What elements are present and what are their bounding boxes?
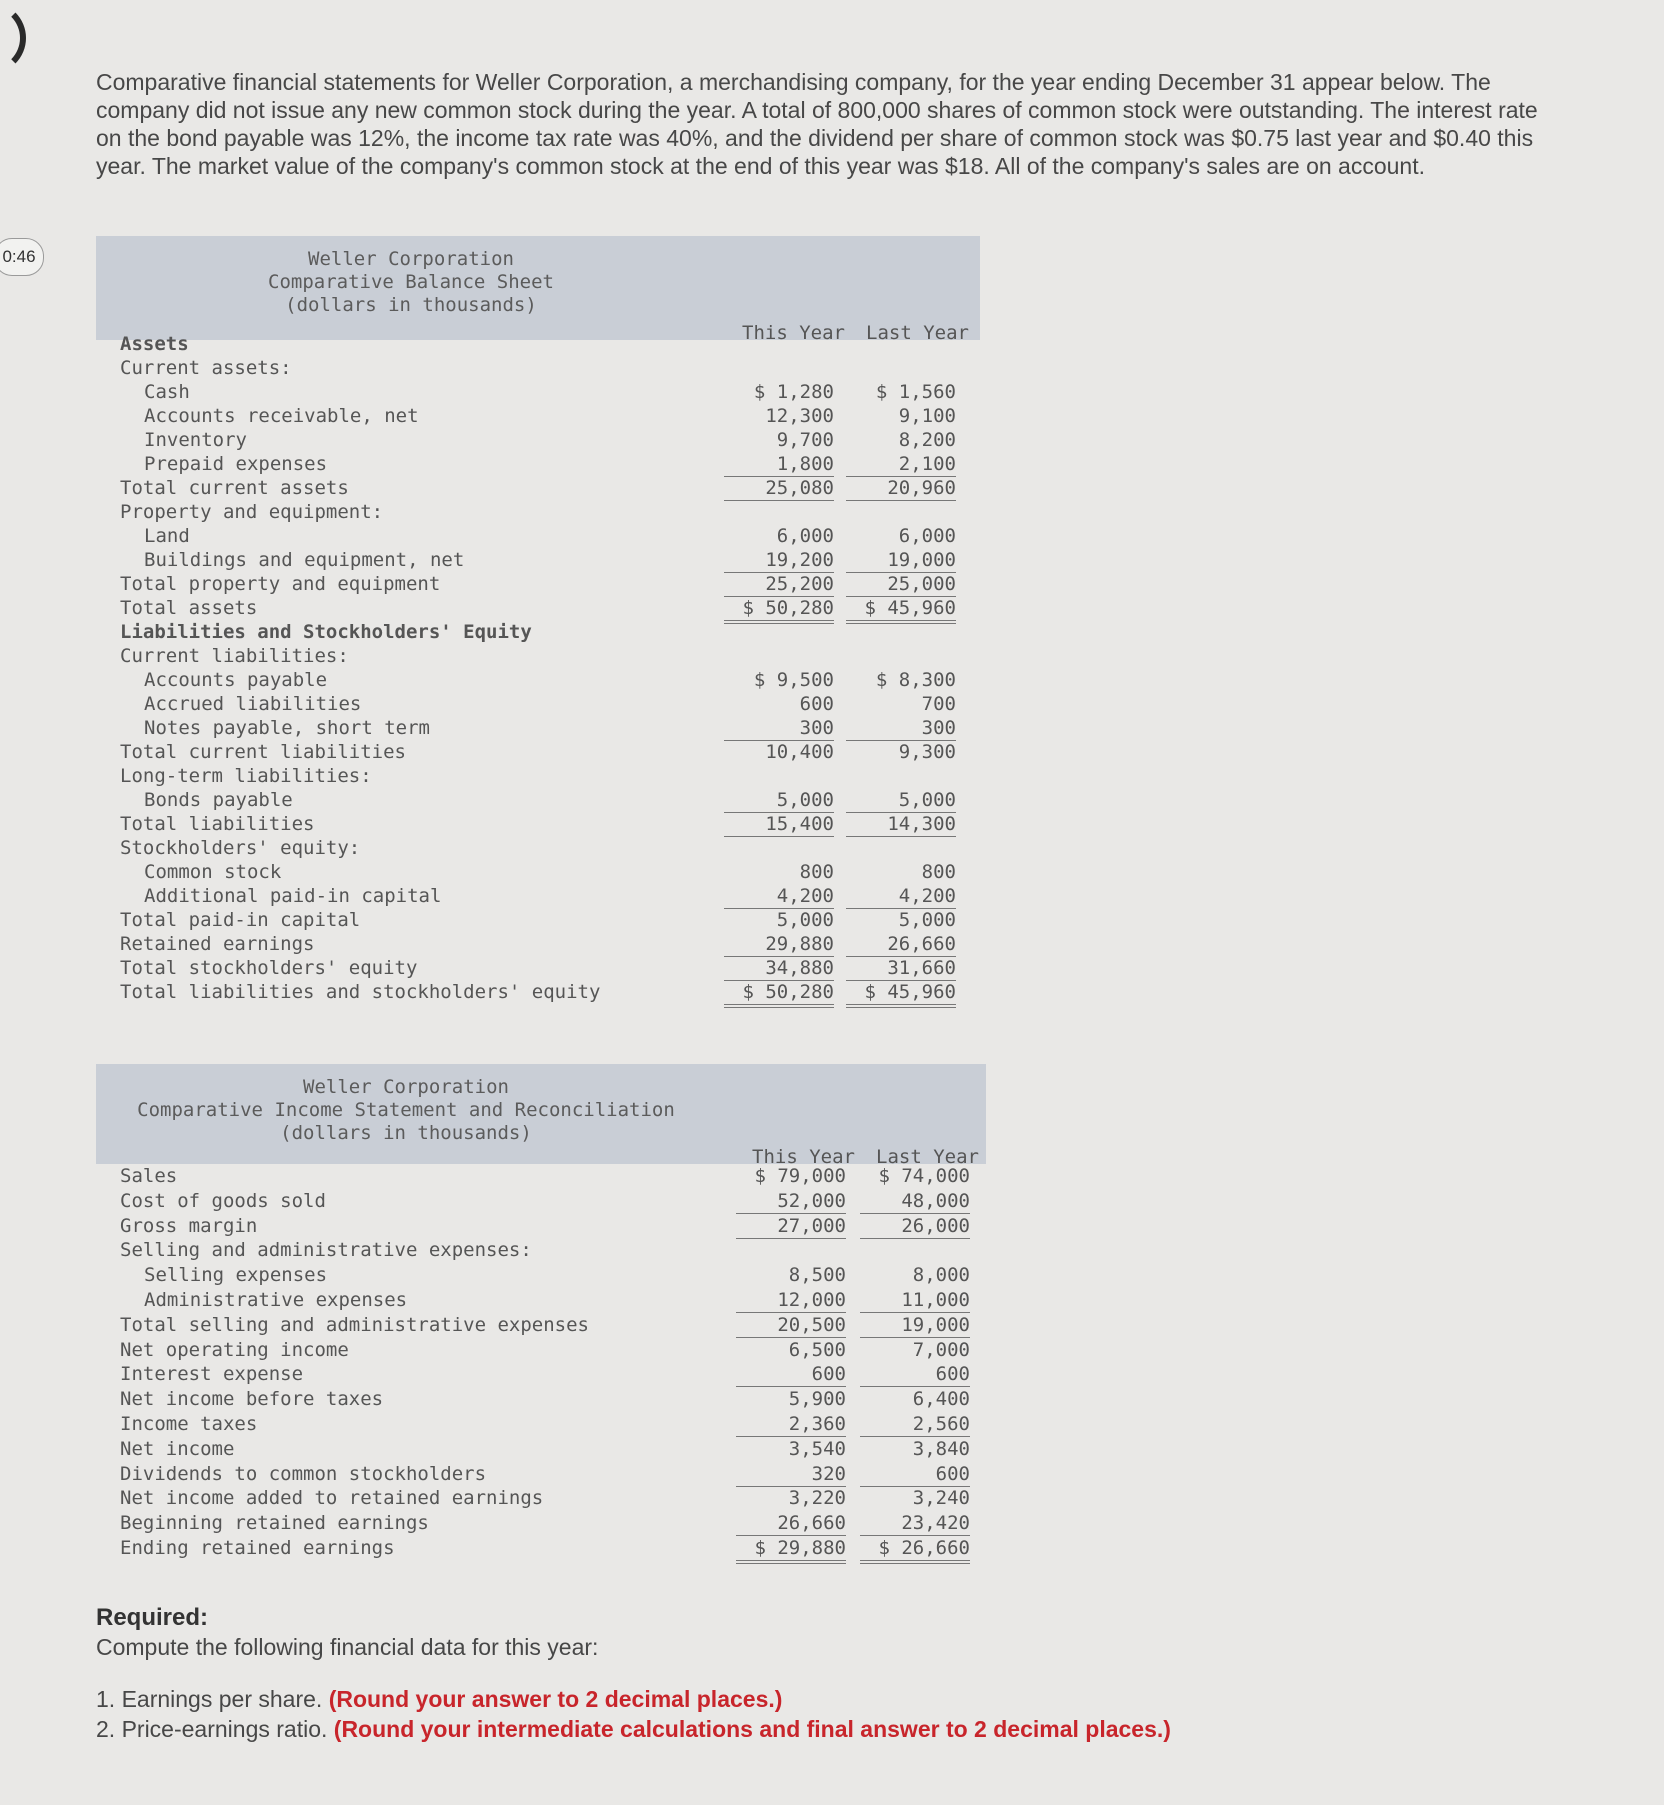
balance-sheet-row-label: Total current liabilities — [120, 741, 406, 763]
balance-sheet-row-label: Total assets — [120, 597, 258, 619]
income-statement-this-year-value: 12,000 — [736, 1288, 846, 1313]
balance-sheet-this-year-value: $ 50,280 — [724, 596, 834, 624]
income-statement-last-year-value: 7,000 — [912, 1338, 970, 1361]
balance-sheet-this-year-value: 5,000 — [724, 788, 834, 813]
balance-sheet-row-label: Total property and equipment — [120, 573, 441, 595]
income-statement-units: (dollars in thousands) — [280, 1122, 532, 1144]
balance-sheet-last-year-value: 19,000 — [846, 548, 956, 573]
balance-sheet-row-label: Retained earnings — [120, 933, 315, 955]
income-statement-last-year-value: $ 74,000 — [878, 1165, 970, 1187]
income-statement-this-year-value: 5,900 — [788, 1388, 846, 1411]
income-statement-last-year-value: 23,420 — [860, 1511, 970, 1536]
income-statement-row-label: Dividends to common stockholders — [120, 1462, 487, 1485]
balance-sheet-last-year-value: 800 — [921, 861, 956, 883]
income-statement-row-label: Net operating income — [120, 1338, 349, 1361]
income-statement-this-year-value: $ 29,880 — [736, 1536, 846, 1564]
income-statement-last-year-value: 6,400 — [912, 1388, 970, 1411]
balance-sheet-last-year-value: 5,000 — [898, 909, 956, 931]
balance-sheet-this-year-value: $ 50,280 — [724, 980, 834, 1008]
balance-sheet-last-year-value: $ 45,960 — [846, 596, 956, 624]
balance-sheet-row-label: Accounts payable — [144, 669, 328, 691]
balance-sheet-this-year-value: 34,880 — [724, 956, 834, 981]
balance-sheet-this-year-value: 10,400 — [765, 741, 834, 763]
income-statement-last-year-value: 19,000 — [860, 1313, 970, 1338]
balance-sheet-this-year-value: 4,200 — [724, 884, 834, 909]
income-statement-last-year-value: 600 — [860, 1462, 970, 1487]
balance-sheet-col-this-year: This Year — [742, 322, 845, 344]
income-statement-col-last-year: Last Year — [876, 1146, 979, 1168]
balance-sheet-last-year-value: $ 8,300 — [875, 669, 956, 691]
income-statement-this-year-value: 8,500 — [788, 1264, 846, 1287]
balance-sheet-this-year-value: 12,300 — [765, 405, 834, 427]
income-statement-row-label: Gross margin — [120, 1214, 258, 1237]
balance-sheet-this-year-value: 15,400 — [724, 812, 834, 837]
required-subtitle: Compute the following financial data for this year: — [96, 1634, 599, 1660]
income-statement-this-year-value: 3,220 — [788, 1487, 846, 1510]
balance-sheet-row-label: Buildings and equipment, net — [144, 549, 465, 571]
income-statement-last-year-value: 48,000 — [860, 1189, 970, 1214]
balance-sheet-this-year-value: 25,080 — [724, 476, 834, 501]
balance-sheet-last-year-value: 8,200 — [898, 429, 956, 451]
balance-sheet-row-label: Property and equipment: — [120, 501, 384, 523]
question-eps-note: (Round your answer to 2 decimal places.) — [328, 1686, 783, 1712]
income-statement-last-year-value: 600 — [860, 1362, 970, 1387]
left-arc-decoration — [0, 2, 26, 74]
balance-sheet-row-label: Prepaid expenses — [144, 453, 328, 475]
balance-sheet-last-year-value: 4,200 — [846, 884, 956, 909]
income-statement-row-label: Selling and administrative expenses: — [120, 1239, 532, 1262]
balance-sheet-units: (dollars in thousands) — [285, 294, 537, 316]
question-pe-ratio — [96, 1716, 1171, 1743]
income-statement-this-year-value: $ 79,000 — [754, 1165, 846, 1187]
income-statement-row-label: Total selling and administrative expenses — [120, 1313, 589, 1336]
balance-sheet-row-label: Liabilities and Stockholders' Equity — [120, 621, 532, 643]
balance-sheet-row-label: Total liabilities — [120, 813, 315, 835]
balance-sheet-this-year-value: 25,200 — [724, 572, 834, 597]
balance-sheet-this-year-value: 29,880 — [724, 932, 834, 957]
income-statement-last-year-value: 26,000 — [860, 1214, 970, 1239]
balance-sheet-this-year-value: 800 — [799, 861, 834, 883]
income-statement-row-label: Net income before taxes — [120, 1388, 384, 1411]
balance-sheet-this-year-value: 1,800 — [724, 452, 834, 477]
income-statement-row-label: Interest expense — [120, 1363, 304, 1386]
balance-sheet-row-label: Accrued liabilities — [144, 693, 362, 715]
income-statement-this-year-value: 6,500 — [788, 1338, 846, 1361]
income-statement-last-year-value: 3,840 — [912, 1437, 970, 1460]
income-statement-this-year-value: 600 — [736, 1362, 846, 1387]
balance-sheet-row-label: Notes payable, short term — [144, 717, 430, 739]
balance-sheet-row-label: Total current assets — [120, 477, 349, 499]
balance-sheet-row-label: Common stock — [144, 861, 282, 883]
question-pe-note: (Round your intermediate calculations and final answer to 2 decimal places.) — [333, 1716, 1171, 1742]
balance-sheet-row-label: Accounts receivable, net — [144, 405, 419, 427]
balance-sheet-this-year-value: 9,700 — [776, 429, 834, 451]
timer-badge: 0:46 — [0, 238, 44, 276]
income-statement-row-label: Beginning retained earnings — [120, 1512, 429, 1535]
balance-sheet-this-year-value: $ 1,280 — [753, 381, 834, 403]
income-statement-row-label: Net income added to retained earnings — [120, 1487, 544, 1510]
balance-sheet-row-label: Bonds payable — [144, 789, 293, 811]
balance-sheet-row-label: Long-term liabilities: — [120, 765, 372, 787]
balance-sheet-row-label: Assets — [120, 333, 189, 355]
income-statement-last-year-value: 3,240 — [912, 1487, 970, 1510]
income-statement-row-label: Ending retained earnings — [120, 1537, 395, 1559]
question-eps — [96, 1686, 782, 1713]
balance-sheet-row-label: Stockholders' equity: — [120, 837, 361, 859]
balance-sheet-this-year-value: 300 — [724, 716, 834, 741]
income-statement-last-year-value: 8,000 — [912, 1264, 970, 1287]
balance-sheet-last-year-value: 25,000 — [846, 572, 956, 597]
income-statement-row-label: Administrative expenses — [144, 1289, 408, 1311]
balance-sheet-last-year-value: 26,660 — [846, 932, 956, 957]
balance-sheet-row-label: Inventory — [144, 429, 247, 451]
income-statement-row-label: Sales — [120, 1165, 178, 1187]
income-statement-this-year-value: 320 — [736, 1462, 846, 1487]
income-statement-row-label: Net income — [120, 1437, 235, 1460]
balance-sheet-table — [96, 236, 980, 1036]
balance-sheet-this-year-value: 19,200 — [724, 548, 834, 573]
balance-sheet-row-label: Cash — [144, 381, 190, 403]
balance-sheet-last-year-value: 5,000 — [846, 788, 956, 813]
income-statement-subtitle: Comparative Income Statement and Reconciliation — [137, 1099, 675, 1121]
balance-sheet-row-label: Land — [144, 525, 190, 547]
income-statement-last-year-value: $ 26,660 — [860, 1536, 970, 1564]
required-heading: Required: — [96, 1604, 209, 1631]
balance-sheet-this-year-value: 6,000 — [776, 525, 834, 547]
balance-sheet-row-label: Current liabilities: — [120, 645, 349, 667]
balance-sheet-row-label: Current assets: — [120, 357, 292, 379]
income-statement-this-year-value: 20,500 — [736, 1313, 846, 1338]
balance-sheet-row-label: Total paid-in capital — [120, 909, 361, 931]
income-statement-this-year-value: 3,540 — [788, 1437, 846, 1460]
income-statement-table — [96, 1064, 986, 1584]
question-pe-text: 2. Price-earnings ratio. — [96, 1716, 328, 1742]
income-statement-last-year-value: 2,560 — [860, 1412, 970, 1437]
income-statement-this-year-value: 52,000 — [736, 1189, 846, 1214]
balance-sheet-last-year-value: 2,100 — [846, 452, 956, 477]
income-statement-row-label: Income taxes — [120, 1413, 258, 1435]
balance-sheet-row-label: Total stockholders' equity — [120, 957, 418, 979]
balance-sheet-this-year-value: 600 — [799, 693, 834, 715]
income-statement-this-year-value: 27,000 — [736, 1214, 846, 1239]
balance-sheet-last-year-value: 20,960 — [846, 476, 956, 501]
intro-paragraph: Comparative financial statements for Weller Corporation, a merchandising company, for the year ending December 31 appear below. The company did not issue any new common stock during the year. A total of 800,000 shares of common stock were outstanding. The interest rate on the bond payable was 12%, the income tax rate was 40%, and the dividend per share of common stock was $0.75 last year and $0.40 this year. The market value of the company's common stock at the end of this year was $18. All of the company's sales are on account. — [96, 69, 1538, 179]
balance-sheet-row-label: Additional paid-in capital — [144, 885, 442, 907]
income-statement-this-year-value: 2,360 — [736, 1412, 846, 1437]
balance-sheet-this-year-value: 5,000 — [776, 909, 834, 931]
balance-sheet-subtitle: Comparative Balance Sheet — [268, 271, 554, 293]
balance-sheet-col-last-year: Last Year — [866, 322, 969, 344]
balance-sheet-last-year-value: 6,000 — [898, 525, 956, 547]
balance-sheet-last-year-value: 31,660 — [846, 956, 956, 981]
balance-sheet-header — [96, 236, 980, 340]
income-statement-col-this-year: This Year — [752, 1146, 855, 1168]
income-statement-row-label: Selling expenses — [144, 1264, 328, 1287]
balance-sheet-row-label: Total liabilities and stockholders' equity — [120, 981, 601, 1003]
balance-sheet-last-year-value: 300 — [846, 716, 956, 741]
income-statement-title: Weller Corporation — [303, 1076, 509, 1098]
balance-sheet-last-year-value: 700 — [921, 693, 956, 715]
income-statement-this-year-value: 26,660 — [736, 1511, 846, 1536]
balance-sheet-last-year-value: 9,300 — [898, 741, 956, 763]
question-eps-text: 1. Earnings per share. — [96, 1686, 323, 1712]
income-statement-row-label: Cost of goods sold — [120, 1189, 326, 1212]
income-statement-last-year-value: 11,000 — [860, 1288, 970, 1313]
balance-sheet-last-year-value: 14,300 — [846, 812, 956, 837]
balance-sheet-this-year-value: $ 9,500 — [753, 669, 834, 691]
balance-sheet-last-year-value: 9,100 — [898, 405, 956, 427]
balance-sheet-title: Weller Corporation — [308, 248, 514, 270]
balance-sheet-last-year-value: $ 1,560 — [875, 381, 956, 403]
balance-sheet-last-year-value: $ 45,960 — [846, 980, 956, 1008]
